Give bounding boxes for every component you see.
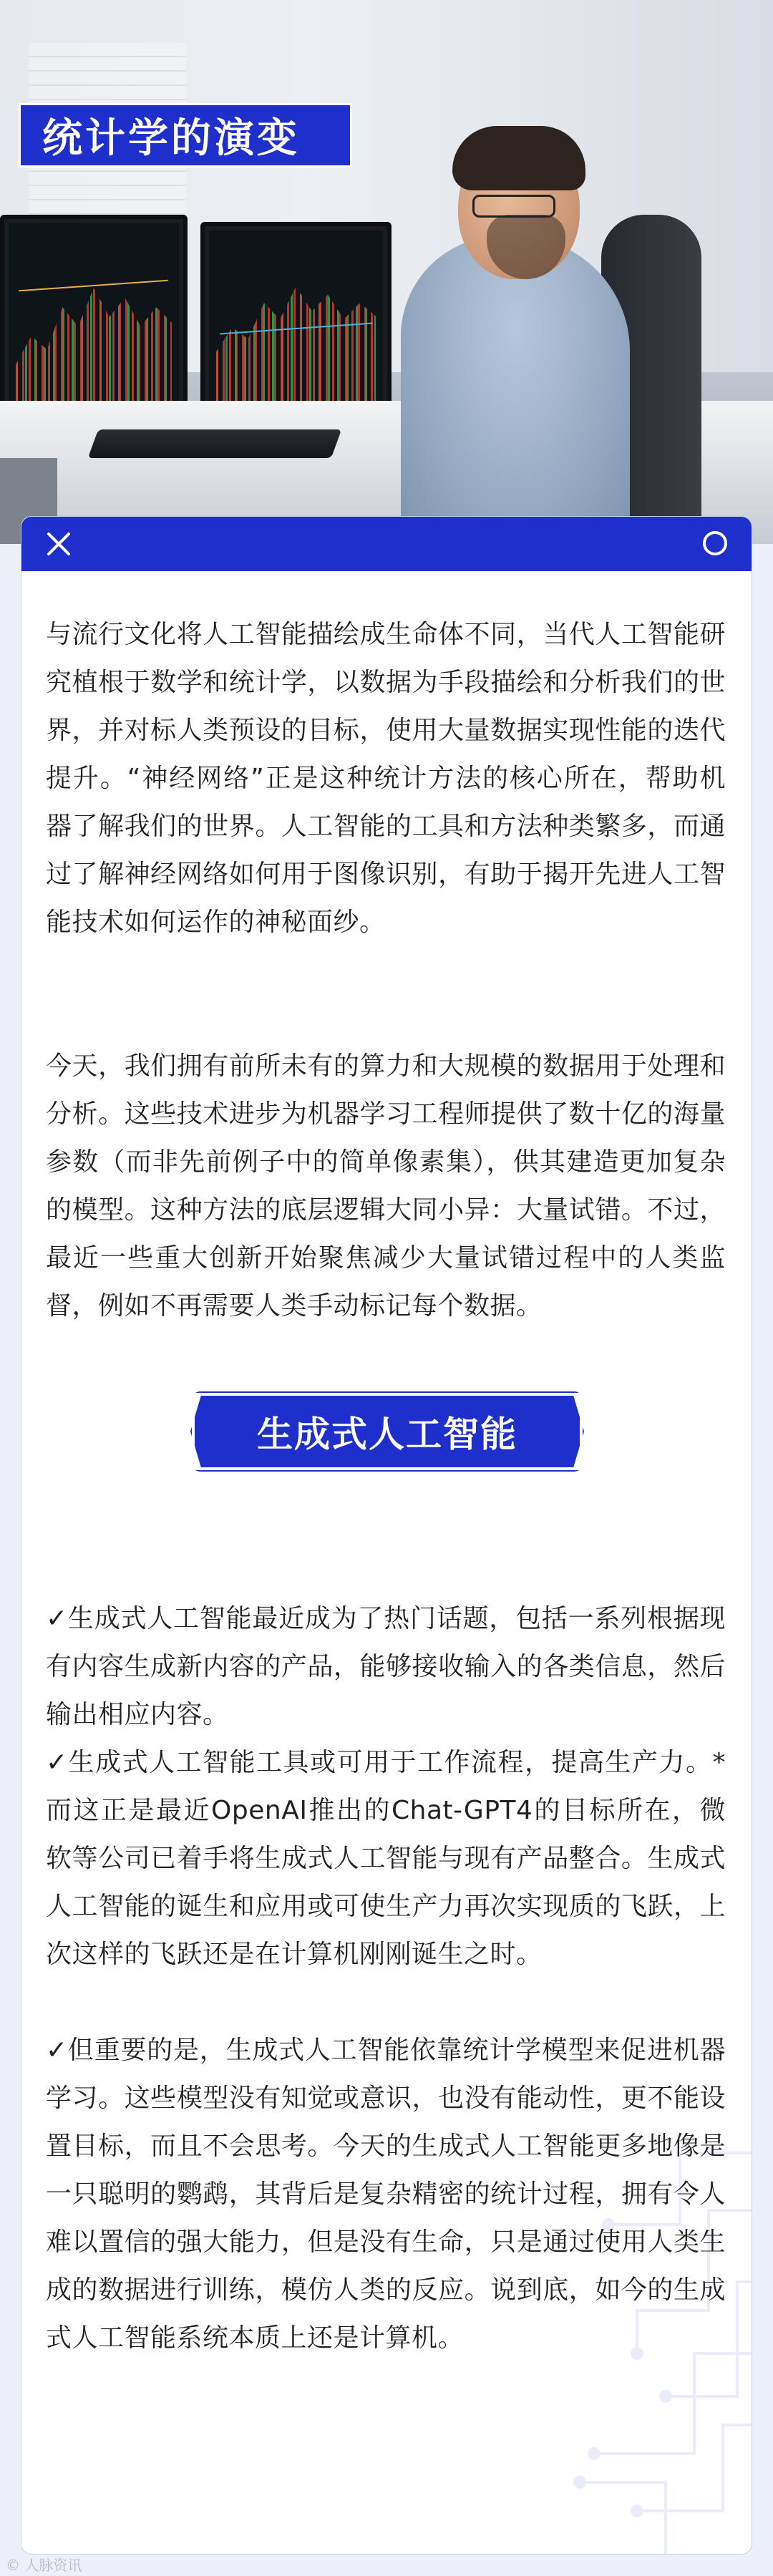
page-title-box [19,103,352,167]
card-body [21,571,752,2554]
page-title: 统计学的演变 [42,115,300,162]
watermark: © 人脉资讯 [6,2557,82,2574]
section-paragraph-3: ✓但重要的是，生成式人工智能依靠统计学模型来促进机器学习。这些模型没有知觉或意识，也没有能动性，更不能设置目标，而且不会思考。今天的生成式人工智能更多地像是一只聪明的鹦鹉，其背后是复杂精密的统计过程，拥有令人难以置信的强大能力，但是没有生命，只是通过使用人类生成的数据进行训练，模仿人类的反应。说到底，如今的生成式人工智能系统本质上还是计算机。 [46,2036,726,2353]
article-card [21,517,752,2554]
card-header-bar [21,517,752,571]
person-shirt [401,236,630,544]
keyboard [88,429,342,458]
section-banner [192,1393,583,1470]
person-hair [452,126,585,190]
glasses [472,195,555,218]
section-paragraph-1: ✓生成式人工智能最近成为了热门话题，包括一系列根据现有内容生成新内容的产品，能够接收输入的各类信息，然后输出相应内容。 [46,1604,726,1729]
section-paragraph-2: ✓生成式人工智能工具或可用于工作流程，提高生产力。*而这正是最近OpenAI推出的Chat-GPT4的目标所在，微软等公司已着手将生成式人工智能与现有产品整合。生成式人工智能的诞生和应用或可使生产力再次实现质的飞跃，上次这样的飞跃还是在计算机刚刚诞生之时。 [46,1748,726,1969]
section-title: 生成式人工智能 [257,1413,517,1455]
right-monitor [200,222,392,417]
intro-paragraph-2: 今天，我们拥有前所未有的算力和大规模的数据用于处理和分析。这些技术进步为机器学习工程师提供了数十亿的海量参数（而非先前例子中的简单像素集），供其建造更加复杂的模型。这种方法的底层逻辑大同小异：大量试错。不过，最近一些重大创新开始聚焦减少大量试错过程中的人类监督，例如不再需要人类手动标记每个数据。 [46,1051,726,1321]
circle-icon[interactable] [703,531,727,555]
hero-photo [0,0,773,544]
close-icon[interactable] [46,531,72,557]
intro-paragraph-1: 与流行文化将人工智能描绘成生命体不同，当代人工智能研究植根于数学和统计学，以数据为手段描绘和分析我们的世界，并对标人类预设的目标，使用大量数据实现性能的迭代提升。“神经网络”正是这种统计方法的核心所在，帮助机器了解我们的世界。人工智能的工具和方法种类繁多，而通过了解神经网络如何用于图像识别，有助于揭开先进人工智能技术如何运作的神秘面纱。 [46,620,726,937]
